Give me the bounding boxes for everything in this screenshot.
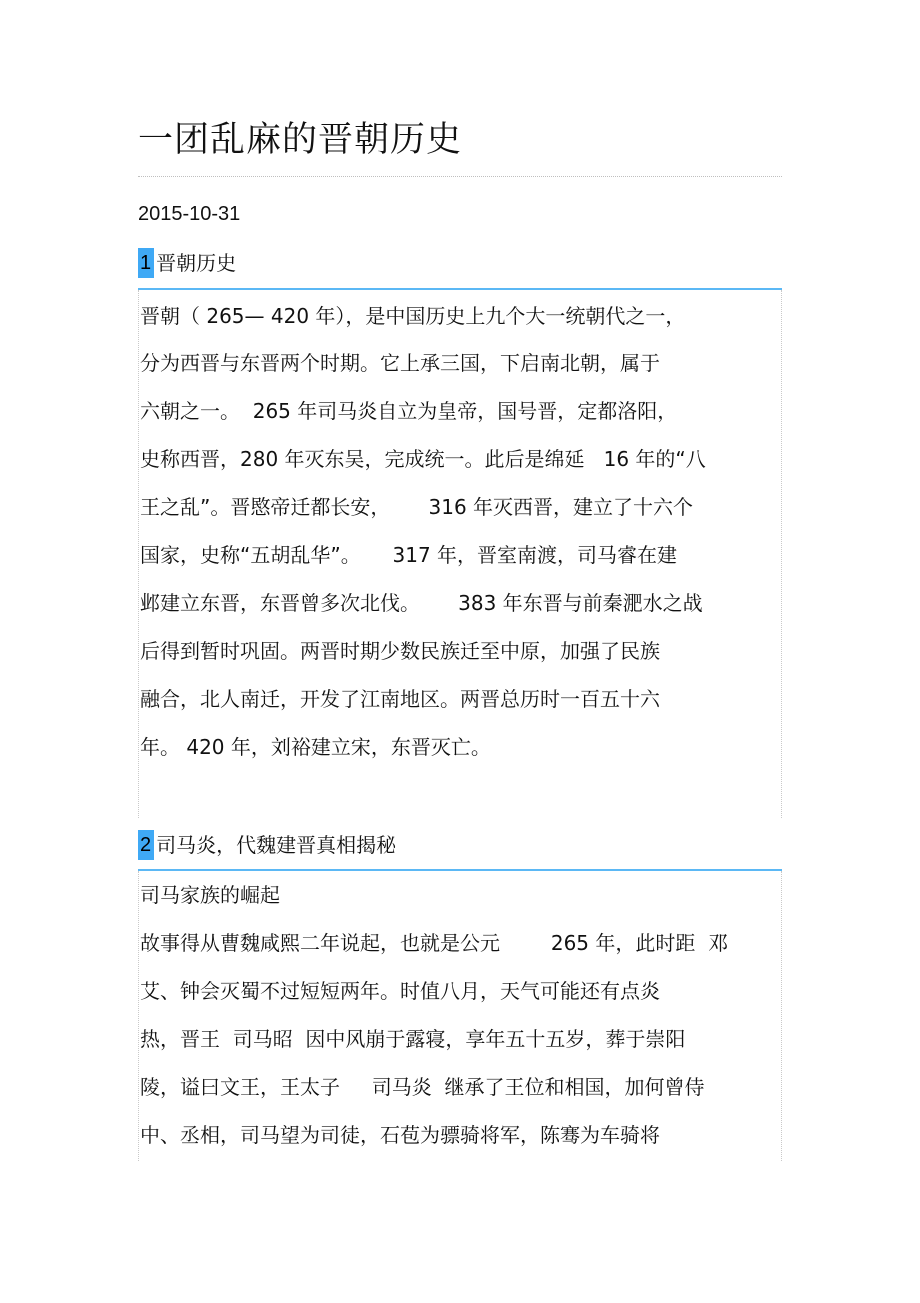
paragraph-line: 中、丞相，司马望为司徒，石苞为骠骑将军，陈骞为车骑将	[140, 1123, 660, 1147]
paragraph-line: 史称西晋，280 年灭东吴，完成统一。此后是绵延 16 年的“八	[140, 447, 706, 471]
paragraph-line: 年。 420 年，刘裕建立宋，东晋灭亡。	[140, 735, 491, 759]
section-title: 司马炎，代魏建晋真相揭秘	[156, 833, 397, 857]
paragraph-line: 晋朝（ 265— 420 年），是中国历史上九个大一统朝代之一，	[140, 304, 686, 328]
section-title: 晋朝历史	[156, 251, 237, 275]
subheading-line: 司马家族的崛起	[140, 883, 280, 907]
paragraph-line: 融合，北人南迁，开发了江南地区。两晋总历时一百五十六	[140, 687, 660, 711]
paragraph-line: 故事得从曹魏咸熙二年说起，也就是公元 265 年，此时距 邓	[140, 931, 729, 955]
section-1-heading	[138, 248, 782, 278]
paragraph-line: 王之乱”。晋愍帝迁都长安， 316 年灭西晋，建立了十六个	[140, 495, 694, 519]
paragraph-line: 国家，史称“五胡乱华”。 317 年，晋室南渡，司马睿在建	[140, 543, 678, 567]
page-title: 一团乱麻的晋朝历史	[138, 120, 463, 160]
paragraph-line: 六朝之一。 265 年司马炎自立为皇帝，国号晋，定都洛阳，	[140, 399, 678, 423]
paragraph-line: 热，晋王 司马昭 因中风崩于露寝，享年五十五岁，葬于崇阳	[140, 1027, 686, 1051]
paragraph-line: 后得到暂时巩固。两晋时期少数民族迁至中原，加强了民族	[140, 639, 660, 663]
section-2-heading	[138, 830, 782, 860]
title-divider	[138, 176, 782, 177]
section-number: 1	[138, 248, 154, 278]
paragraph-line: 分为西晋与东晋两个时期。它上承三国，下启南北朝，属于	[140, 351, 660, 375]
paragraph-line: 艾、钟会灭蜀不过短短两年。时值八月，天气可能还有点炎	[140, 979, 660, 1003]
section-2-body	[138, 871, 782, 1161]
publish-date: 2015-10-31	[138, 203, 241, 225]
paragraph-line: 邺建立东晋，东晋曾多次北伐。 383 年东晋与前秦淝水之战	[140, 591, 703, 615]
paragraph-line: 陵，谥曰文王，王太子 司马炎 继承了王位和相国，加何曾侍	[140, 1075, 705, 1099]
section-number: 2	[138, 830, 154, 860]
